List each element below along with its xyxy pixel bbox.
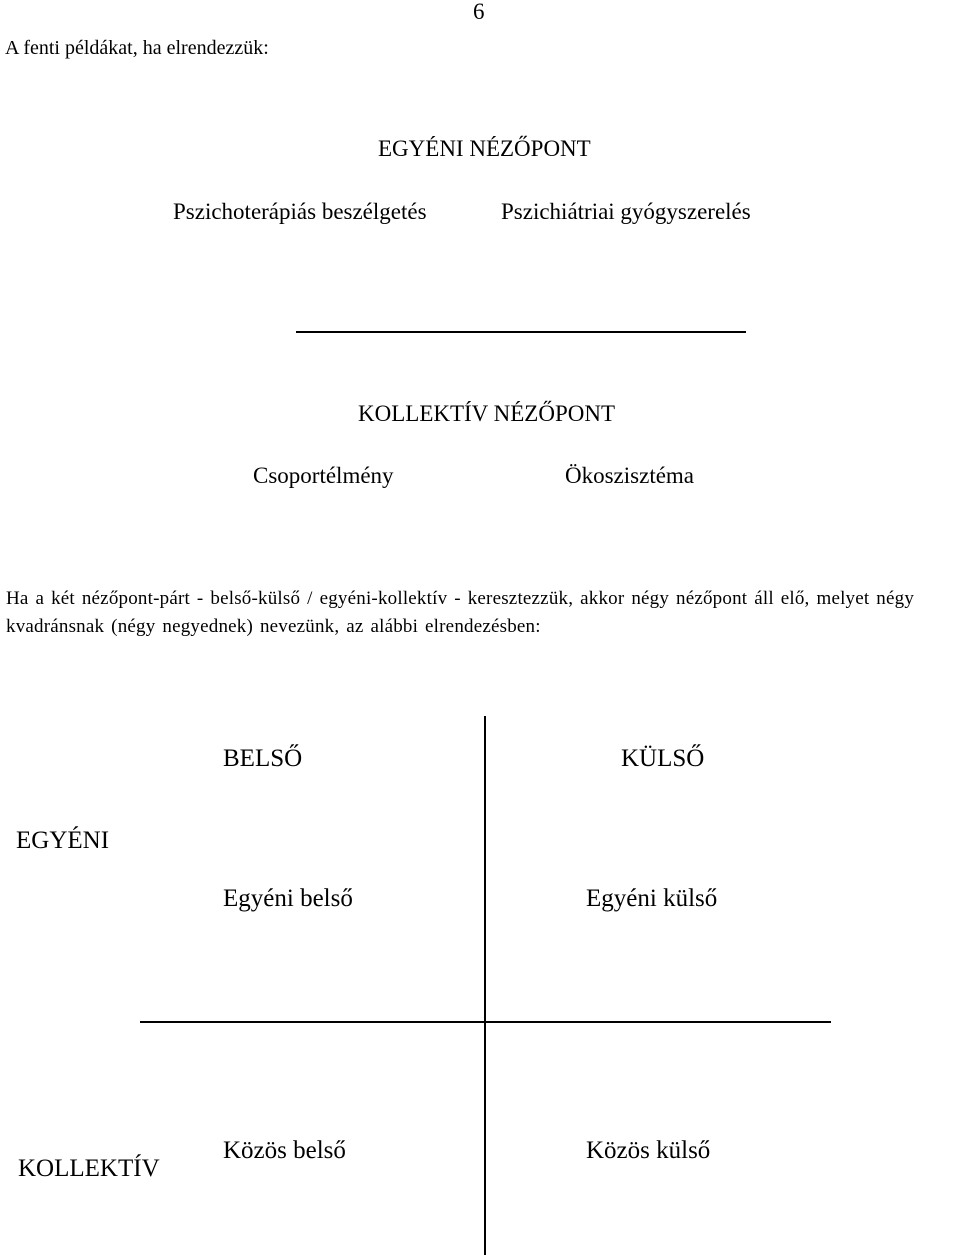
quadrant-vertical-axis: [484, 716, 486, 1255]
collective-view-right: Ökoszisztéma: [565, 463, 695, 488]
quadrant-horizontal-axis: [140, 1021, 831, 1023]
row-label-individual: EGYÉNI: [16, 827, 110, 854]
individual-view-right: Pszichiátriai gyógyszerelés: [501, 199, 751, 224]
collective-view-left: Csoportélmény: [253, 463, 394, 488]
quadrant-collective-outer: Közös külső: [586, 1137, 711, 1164]
column-label-inner: BELSŐ: [223, 745, 303, 772]
intro-text: A fenti példákat, ha elrendezzük:: [5, 37, 269, 59]
quadrant-individual-outer: Egyéni külső: [586, 885, 718, 912]
collective-view-heading: KOLLEKTÍV NÉZŐPONT: [358, 401, 616, 426]
section-divider: [296, 331, 746, 333]
page-number: 6: [473, 0, 485, 24]
quadrant-individual-inner: Egyéni belső: [223, 885, 353, 912]
row-label-collective: KOLLEKTÍV: [18, 1155, 160, 1182]
column-label-outer: KÜLSŐ: [621, 745, 705, 772]
individual-view-heading: EGYÉNI NÉZŐPONT: [378, 136, 591, 161]
quadrant-collective-inner: Közös belső: [223, 1137, 346, 1164]
individual-view-left: Pszichoterápiás beszélgetés: [173, 199, 427, 224]
explanation-paragraph: Ha a két nézőpont-párt - belső-külső / egyéni-kollektív - keresztezzük, akkor négy nézőpont áll elő, melyet négy kvadránsnak (négy negyednek) nevezünk, az alábbi elrendezésben:: [6, 588, 915, 637]
